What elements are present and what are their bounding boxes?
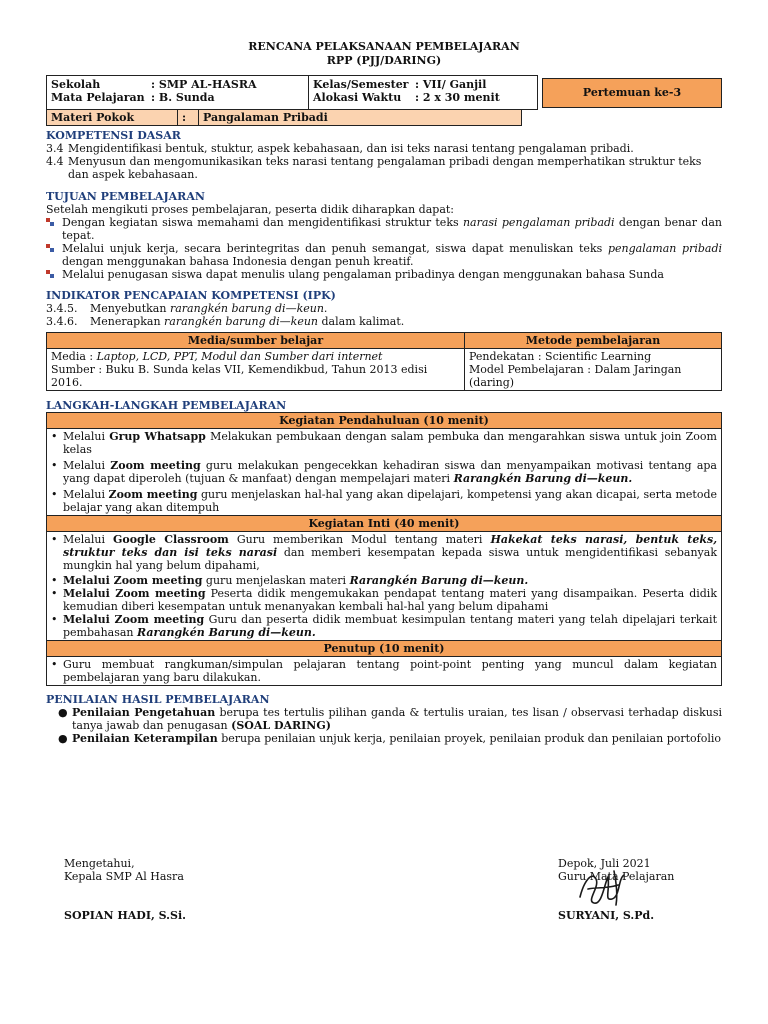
list-item: ● Penilaian Pengetahuan berupa tes tertulis pilihan ganda & tertulis uraian, tes lisan / observasi terhadap diskusi tanya jawab dan penugasan (SOAL DARING) [58,706,722,732]
signature-left [64,857,186,922]
sekolah-label: Sekolah [51,78,101,91]
penutup-cell [47,657,722,686]
alokasi-value: : 2 x 30 menit [415,91,500,104]
guru-name: SURYANI, S.Pd. [558,909,655,922]
media-header: Media/sumber belajar [47,333,465,349]
doc-subtitle: RPP (PJJ/DARING) [326,54,442,67]
metode-cell: Pendekatan : Scientific Learning Model Pembelajaran : Dalam Jaringan (daring) [465,349,722,391]
list-item: ● Penilaian Keterampilan berupa penilaian unjuk kerja, penilaian proyek, penilaian produk dan penilaian portofolio [58,732,722,745]
list-item: • Guru membuat rangkuman/simpulan pelajaran tentang point-point penting yang muncul dalam kegiatan pembelajaran yang baru dilakukan. [51,658,717,684]
mapel-value: : B. Sunda [151,91,215,104]
penilaian-list [58,706,722,745]
list-item: • Melalui Grup Whatsapp Melakukan pembukaan dengan salam pembuka dan mengarahkan siswa untuk join Zoom kelas [51,430,717,456]
doc-title: RENCANA PELAKSANAAN PEMBELAJARAN [248,40,520,53]
kepala-label: Kepala SMP Al Hasra [64,870,184,883]
pendahuluan-cell [47,429,722,516]
media-table [46,332,722,391]
inti-cell [47,532,722,641]
list-item: • Melalui Zoom meeting guru melakukan pengecekkan kehadiran siswa dan menyampaikan motivasi tentang apa yang dapat diperoleh (tujuan & manfaat) dengan mempelajari materi Rarangkén Barung di—keun. [51,459,717,485]
tujuan-item: Dengan kegiatan siswa memahami dan mengidentifikasi struktur teks narasi pengalaman pribadi dengan benar dan tepat. [46,216,722,242]
langkah-heading: LANGKAH-LANGKAH PEMBELAJARAN [46,399,287,412]
list-item: • Melalui Google Classroom Guru memberikan Modul tentang materi Hakekat teks narasi, bentuk teks, struktur teks dan isi teks narasi dan memberi kesempatan kepada siswa untuk mengidentifikasi sebanyak mungkin hal yang belum dipahami, [51,533,718,572]
materi-colon: : [178,110,199,126]
tujuan-item: Melalui unjuk kerja, secara berintegritas dan penuh semangat, siswa dapat menuliskan teks pengalaman pribadi dengan menggunakan bahasa Indonesia dengan penuh kreatif. [46,242,722,268]
signature-mark [574,861,632,911]
signature-right [558,857,718,922]
ipk-list [46,302,722,328]
kd-heading: KOMPETENSI DASAR [46,129,181,142]
tujuan-intro: Setelah mengikuti proses pembelajaran, peserta didik diharapkan dapat: [46,203,455,216]
list-item: • Melalui Zoom meeting guru menjelaskan hal-hal yang akan dipelajari, kompetensi yang akan dicapai, serta metode belajar yang akan ditempuh [51,488,717,514]
info-left [47,76,309,110]
kepala-name: SOPIAN HADI, S.Si. [64,909,186,922]
kd-item: 4.4 Menyusun dan mengomunikasikan teks narasi tentang pengalaman pribadi dengan memperhatikan struktur teks dan aspek kebahasaan. [46,155,702,181]
materi-label: Materi Pokok [47,110,178,126]
sekolah-value: : SMP AL-HASRA [151,78,257,91]
ipk-item: 3.4.6. Menerapkan rarangkén barung di—keun dalam kalimat. [46,315,405,328]
guru-label: Guru Mata Pelajaran [558,870,675,883]
penilaian-heading: PENILAIAN HASIL PEMBELAJARAN [46,693,270,706]
alokasi-label: Alokasi Waktu [313,91,402,104]
media-cell: Media : Laptop, LCD, PPT, Modul dan Sumber dari internet Sumber : Buku B. Sunda kelas VII, Kemendikbud, Tahun 2013 edisi 2016. [47,349,465,391]
document-page [46,40,722,745]
tujuan-heading: TUJUAN PEMBELAJARAN [46,190,205,203]
info-middle [309,76,538,110]
mengetahui-label: Mengetahui, [64,857,135,870]
ipk-heading: INDIKATOR PENCAPAIAN KOMPETENSI (IPK) [46,289,336,302]
kd-list [46,142,722,181]
list-item: • Melalui Zoom meeting guru menjelaskan materi Rarangkén Barung di—keun. [51,574,529,587]
metode-header: Metode pembelajaran [465,333,722,349]
penutup-header: Penutup (10 menit) [47,641,722,657]
materi-row [46,110,522,126]
bullet-icon [46,270,54,278]
bullet-icon [46,218,54,226]
tujuan-item: Melalui penugasan siswa dapat menulis ulang pengalaman pribadinya dengan menggunakan bahasa Sunda [46,268,722,281]
materi-value: Pangalaman Pribadi [199,110,522,126]
list-item: • Melalui Zoom meeting Guru dan peserta didik membuat kesimpulan tentang materi yang telah dipelajari terkait pembahasan Rarangkén Barung di—keun. [51,613,717,639]
bullet-icon [46,244,54,252]
mapel-label: Mata Pelajaran [51,91,145,104]
kelas-label: Kelas/Semester [313,78,409,91]
pendahuluan-header: Kegiatan Pendahuluan (10 menit) [47,413,722,429]
kd-item: 3.4 Mengidentifikasi bentuk, stuktur, aspek kebahasaan, dan isi teks narasi tentang pengalaman pribadi. [46,142,634,155]
inti-header: Kegiatan Inti (40 menit) [47,516,722,532]
pertemuan-badge: Pertemuan ke-3 [542,78,722,108]
langkah-table [46,412,722,686]
date-label: Depok, Juli 2021 [558,857,651,870]
info-table [46,75,722,110]
ipk-item: 3.4.5. Menyebutkan rarangkén barung di—keun. [46,302,328,315]
kelas-value: : VII/ Ganjil [415,78,487,91]
info-right [538,76,723,110]
list-item: • Melalui Zoom meeting Peserta didik mengemukakan pendapat tentang materi yang disampaikan. Peserta didik kemudian diberi kesempatan untuk menanyakan kembali hal-hal yang belum dipahami [51,587,717,613]
tujuan-list [46,216,722,281]
